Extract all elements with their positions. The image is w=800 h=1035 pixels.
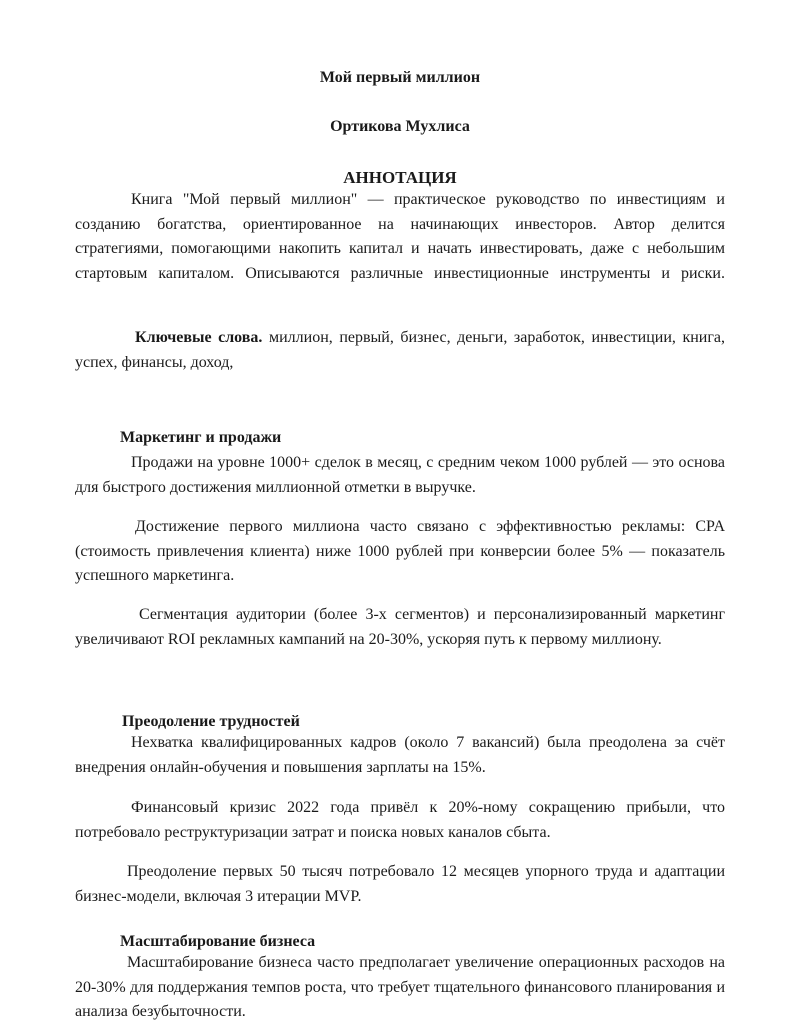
annotation-paragraph: [75, 188, 725, 286]
section-heading-marketing: Маркетинг и продажи: [120, 429, 282, 446]
keywords-text: [75, 326, 725, 375]
marketing-paragraph-3: [75, 603, 725, 652]
annotation-heading: АННОТАЦИЯ: [343, 168, 457, 187]
section-heading-difficulties: Преодоление трудностей: [122, 713, 300, 730]
marketing-paragraph-1: [75, 451, 725, 500]
difficulties-paragraph-1: [75, 731, 725, 780]
keywords-list: миллион, первый, бизнес, деньги, заработок, инвестиции, книга, успех, финансы, доход,: [75, 329, 726, 371]
keywords-paragraph: [75, 326, 725, 375]
marketing-paragraph-2: [75, 515, 725, 589]
difficulties-text-1: Нехватка квалифицированных кадров (около 7 вакансий) была преодолена за счёт внедрения онлайн-обучения и повышения зарплаты на 15%.: [75, 734, 725, 776]
difficulties-text-2: Финансовый кризис 2022 года привёл к 20%-ному сокращению прибыли, что потребовало реструктуризации затрат и поиска новых каналов сбыта.: [75, 799, 725, 841]
difficulties-paragraph-3: [75, 860, 725, 909]
scaling-paragraph-1: [75, 951, 725, 1025]
marketing-text-1: Продажи на уровне 1000+ сделок в месяц, с средним чеком 1000 рублей — это основа для быстрого достижения миллионной отметки в выручке.: [75, 454, 725, 496]
keywords-label: Ключевые слова.: [135, 329, 263, 346]
marketing-text-2: Достижение первого миллиона часто связано с эффективностью рекламы: CPA (стоимость привлечения клиента) ниже 1000 рублей при конверсии более 5% — показатель успешного маркетинга.: [75, 518, 725, 584]
annotation-text: Книга "Мой первый миллион" — практическое руководство по инвестициям и созданию богатства, ориентированное на начинающих инвесторов. Автор делится стратегиями, помогающими накопить капитал и начать инвестировать, даже с небольшим стартовым капиталом. Описываются различные инвестиционные инструменты и риски.: [75, 191, 725, 282]
marketing-text-3: Сегментация аудитории (более 3-х сегментов) и персонализированный маркетинг увеличивают ROI рекламных кампаний на 20-30%, ускоряя путь к первому миллиону.: [75, 606, 725, 648]
difficulties-paragraph-2: [75, 796, 725, 845]
document-title: Мой первый миллион: [319, 69, 481, 86]
scaling-text-1: Масштабирование бизнеса часто предполагает увеличение операционных расходов на 20-30% для поддержания темпов роста, что требует тщательного финансового планирования и анализа безубыточности.: [75, 954, 725, 1020]
section-heading-scaling: Масштабирование бизнеса: [120, 933, 316, 950]
author-name: Ортикова Мухлиса: [330, 118, 470, 135]
difficulties-text-3: Преодоление первых 50 тысяч потребовало 12 месяцев упорного труда и адаптации бизнес-модели, включая 3 итерации MVP.: [75, 863, 725, 905]
